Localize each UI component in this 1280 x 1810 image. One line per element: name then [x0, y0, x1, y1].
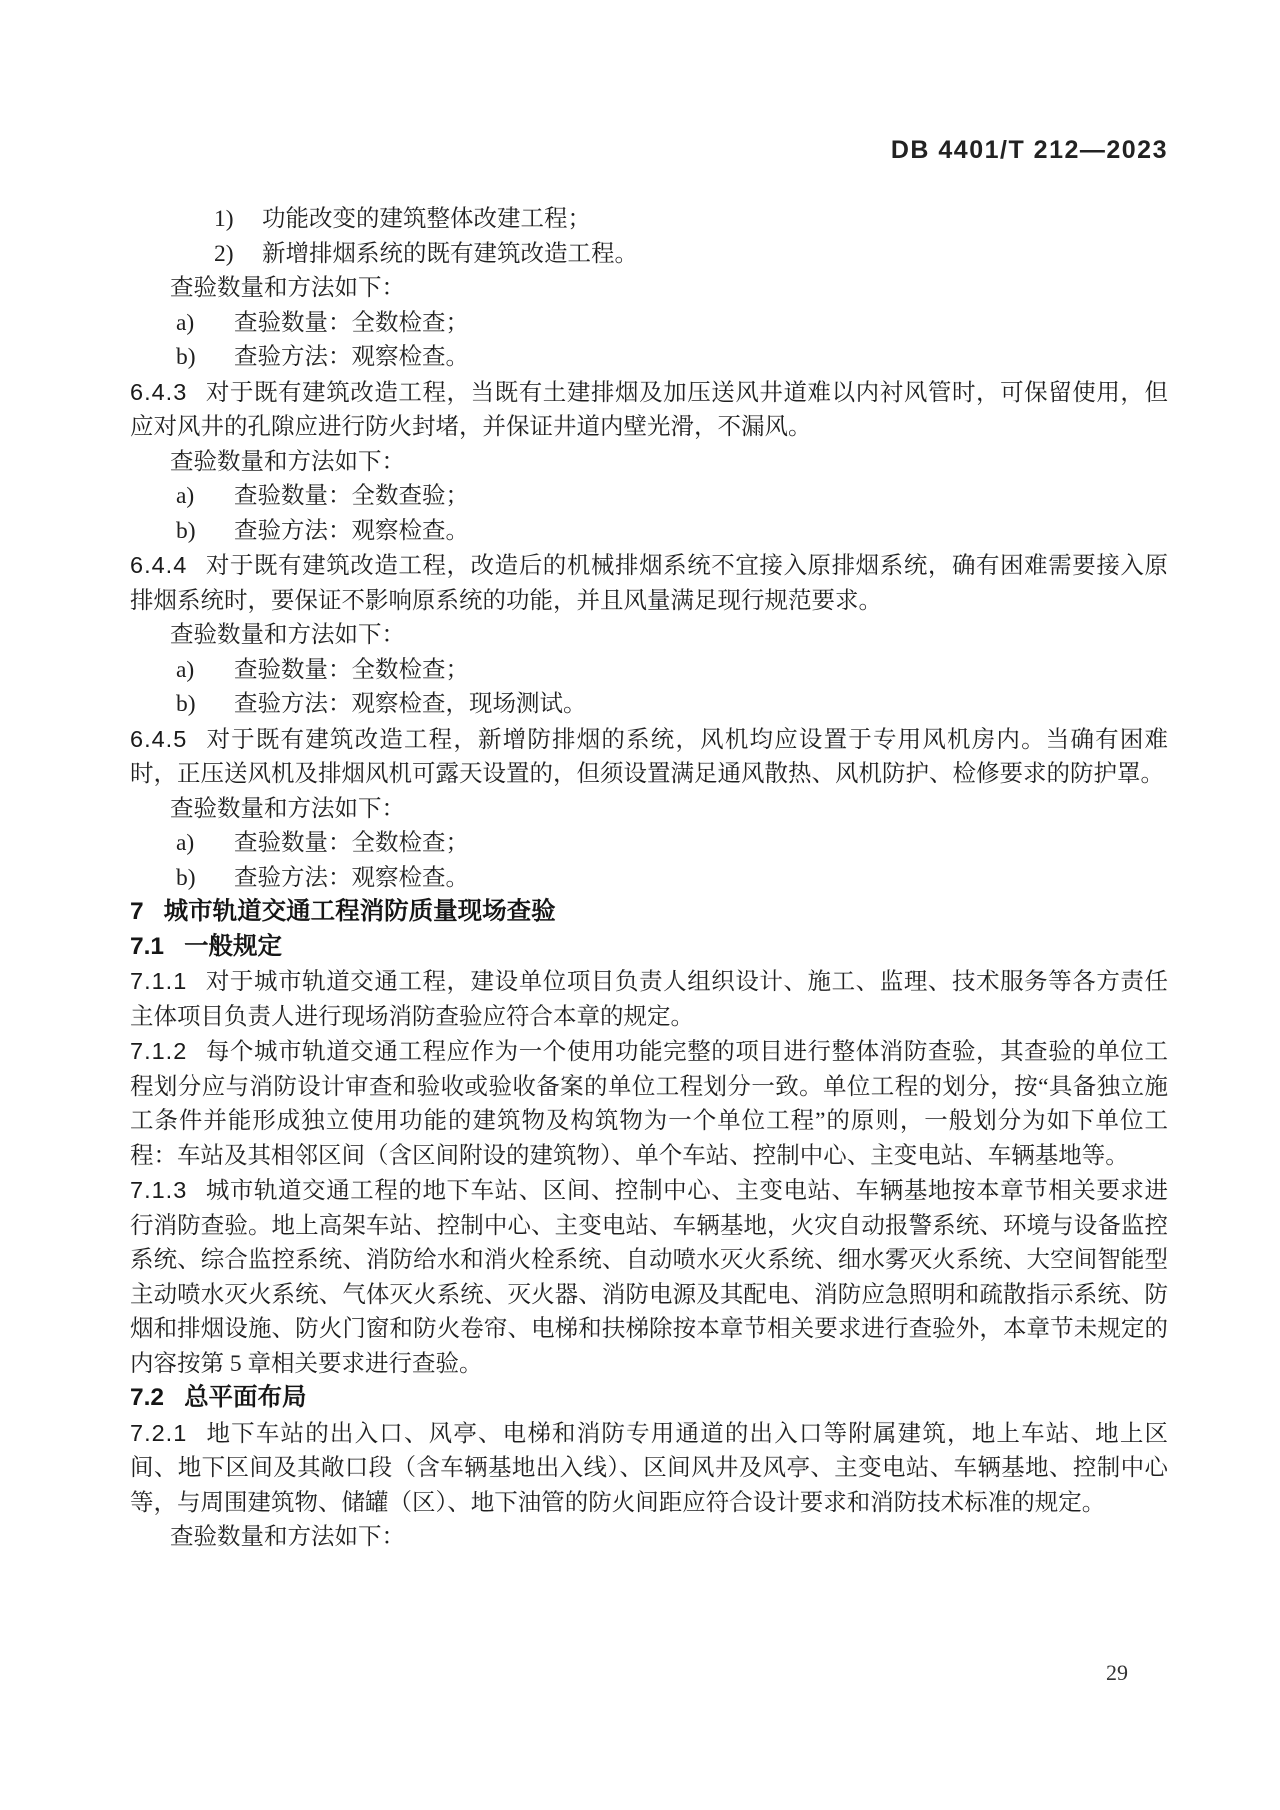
item-label: 7.1.2: [130, 1038, 188, 1064]
item-label: b): [176, 691, 196, 717]
clause-paragraph: [130, 722, 1168, 792]
clause-paragraph: [130, 1034, 1168, 1173]
paragraph-text: 查验数量：全数查验；: [234, 483, 469, 509]
clause-paragraph: [130, 964, 1168, 1034]
heading-number: 7.2: [130, 1384, 165, 1411]
document-body: [130, 202, 1168, 1555]
paragraph-text: 查验数量和方法如下：: [170, 795, 405, 822]
letter-list-item: [130, 306, 1168, 341]
number-list-item: [130, 202, 1168, 237]
paragraph-text: 查验数量：全数检查；: [234, 309, 469, 336]
paragraph-text: 查验方法：观察检查。: [234, 517, 469, 544]
paragraph-text: 对于既有建筑改造工程，当既有土建排烟及加压送风井道难以内衬风管时，可保留使用，但应对风井的孔隙应进行防火封堵，并保证井道内壁光滑，不漏风。: [130, 379, 1168, 440]
lead-line: [130, 445, 1168, 480]
paragraph-text: 新增排烟系统的既有建筑改造工程。: [262, 240, 638, 267]
paragraph-text: 查验数量和方法如下：: [170, 275, 405, 301]
paragraph-text: 查验数量和方法如下：: [170, 1524, 405, 1550]
paragraph-text: 城市轨道交通工程的地下车站、区间、控制中心、主变电站、车辆基地按本章节相关要求进行消防查验。地上高架车站、控制中心、主变电站、车辆基地，火灾自动报警系统、环境与设备监控系统、综合监控系统、消防给水和消火栓系统、自动喷水灭火系统、细水雾灭火系统、大空间智能型主动喷水灭火系统、气体灭火系统、灭火器、消防电源及其配电、消防应急照明和疏散指示系统、防烟和排烟设施、防火门窗和防火卷帘、电梯和扶梯除按本章节相关要求进行查验外，本章节未规定的内容按第 5 章相关要求进行查验。: [130, 1178, 1168, 1377]
item-label: 2): [214, 240, 234, 267]
item-label: 6.4.4: [130, 552, 188, 578]
paragraph-text: 对于城市轨道交通工程，建设单位项目负责人组织设计、施工、监理、技术服务等各方责任主体项目负责人进行现场消防查验应符合本章的规定。: [130, 969, 1168, 1030]
standard-number-header: DB 4401/T 212—2023: [890, 136, 1168, 164]
paragraph-text: 对于既有建筑改造工程，新增防排烟的系统，风机均应设置于专用风机房内。当确有困难时，正压送风机及排烟风机可露天设置的，但须设置满足通风散热、风机防护、检修要求的防护罩。: [130, 726, 1168, 787]
subsection-heading: [130, 1381, 1168, 1416]
item-label: a): [176, 830, 195, 856]
item-label: a): [176, 656, 195, 683]
clause-paragraph: [130, 548, 1168, 618]
paragraph-text: 总平面布局: [184, 1384, 307, 1411]
letter-list-item: [130, 340, 1168, 375]
page-number: 29: [1106, 1660, 1128, 1685]
paragraph-text: 功能改变的建筑整体改建工程；: [262, 206, 591, 232]
clause-paragraph: [130, 1173, 1168, 1381]
item-label: 6.4.3: [130, 378, 188, 405]
item-label: 6.4.5: [130, 725, 188, 752]
paragraph-text: 查验方法：观察检查。: [234, 864, 469, 891]
clause-paragraph: [130, 1416, 1168, 1521]
item-label: b): [176, 344, 196, 370]
heading-number: 7: [130, 898, 144, 925]
letter-list-item: [130, 687, 1168, 722]
paragraph-text: 查验数量和方法如下：: [170, 448, 405, 475]
paragraph-text: 一般规定: [184, 932, 283, 960]
paragraph-text: 对于既有建筑改造工程，改造后的机械排烟系统不宜接入原排烟系统，确有困难需要接入原排烟系统时，要保证不影响原系统的功能，并且风量满足现行规范要求。: [130, 553, 1168, 614]
clause-paragraph: [130, 375, 1168, 445]
heading-number: 7.1: [130, 932, 165, 960]
item-label: b): [176, 864, 196, 891]
item-label: a): [176, 309, 195, 336]
paragraph-text: 查验数量：全数检查；: [234, 656, 469, 683]
item-label: 7.1.3: [130, 1177, 188, 1203]
paragraph-text: 每个城市轨道交通工程应作为一个使用功能完整的项目进行整体消防查验，其查验的单位工程划分应与消防设计审查和验收或验收备案的单位工程划分一致。单位工程的划分，按“具备独立施工条件并能形成独立使用功能的建筑物及构筑物为一个单位工程”的原则，一般划分为如下单位工程：车站及其相邻区间（含区间附设的建筑物）、单个车站、控制中心、主变电站、车辆基地等。: [130, 1039, 1168, 1169]
letter-list-item: [130, 653, 1168, 688]
item-label: 1): [214, 206, 234, 232]
paragraph-text: 查验数量：全数检查；: [234, 830, 469, 856]
paragraph-text: 城市轨道交通工程消防质量现场查验: [163, 898, 556, 925]
lead-line: [130, 618, 1168, 653]
item-label: 7.1.1: [130, 968, 188, 994]
letter-list-item: [130, 514, 1168, 549]
paragraph-text: 查验方法：观察检查，现场测试。: [234, 691, 587, 717]
paragraph-text: 查验方法：观察检查。: [234, 344, 469, 370]
paragraph-text: 地下车站的出入口、风亭、电梯和消防专用通道的出入口等附属建筑，地上车站、地上区间、地下区间及其敞口段（含车辆基地出入线）、区间风井及风亭、主变电站、车辆基地、控制中心等，与周围建筑物、储罐（区）、地下油管的防火间距应符合设计要求和消防技术标准的规定。: [130, 1420, 1168, 1516]
number-list-item: [130, 237, 1168, 272]
letter-list-item: [130, 826, 1168, 861]
lead-line: [130, 1520, 1168, 1555]
section-heading: [130, 895, 1168, 930]
letter-list-item: [130, 861, 1168, 896]
item-label: 7.2.1: [130, 1419, 188, 1446]
paragraph-text: 查验数量和方法如下：: [170, 622, 405, 648]
lead-line: [130, 792, 1168, 827]
letter-list-item: [130, 479, 1168, 514]
subsection-heading: [130, 930, 1168, 965]
lead-line: [130, 271, 1168, 306]
item-label: a): [176, 483, 195, 509]
item-label: b): [176, 517, 196, 544]
